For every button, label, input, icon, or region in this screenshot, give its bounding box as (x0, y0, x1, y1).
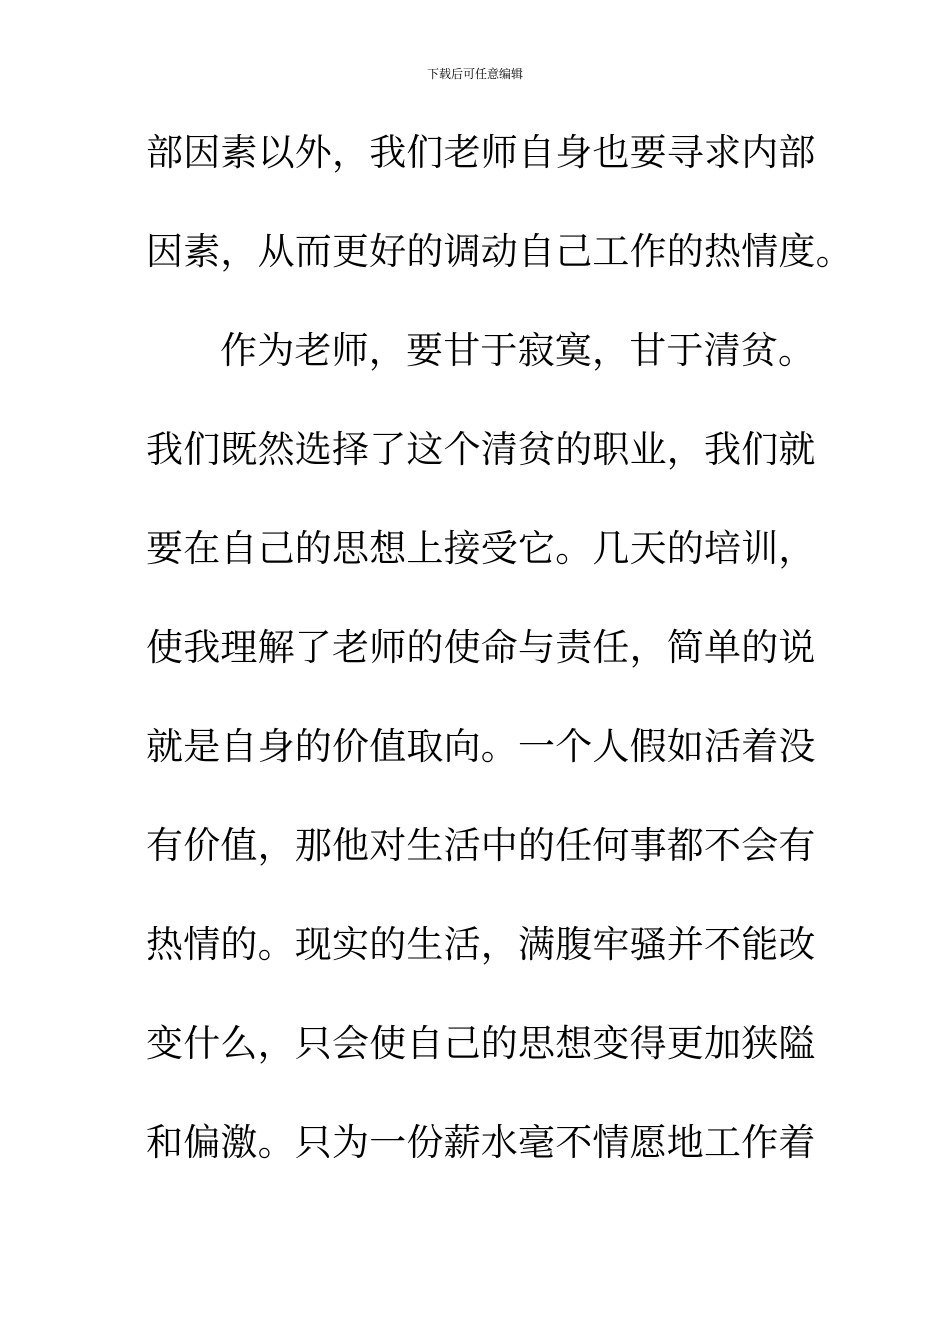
text-line-5: 要在自己的思想上接受它。几天的培训， (146, 527, 816, 570)
text-line-1: 部因素以外，我们老师自身也要寻求内部 (146, 131, 816, 174)
page-header: 下载后可任意编辑 (426, 67, 523, 81)
text-line-3-paragraph-start: 作为老师，要甘于寂寞，甘于清贫。 (220, 329, 816, 372)
text-line-11: 和偏激。只为一份薪水毫不情愿地工作着 (146, 1121, 816, 1164)
text-line-10: 变什么，只会使自己的思想变得更加狭隘 (146, 1022, 816, 1065)
text-line-8: 有价值，那他对生活中的任何事都不会有 (146, 824, 816, 867)
text-line-9: 热情的。现实的生活，满腹牢骚并不能改 (146, 923, 816, 966)
text-line-6: 使我理解了老师的使命与责任，简单的说 (146, 626, 816, 669)
text-line-4: 我们既然选择了这个清贫的职业，我们就 (146, 428, 816, 471)
text-line-2: 因素，从而更好的调动自己工作的热情度。 (146, 230, 853, 273)
text-line-7: 就是自身的价值取向。一个人假如活着没 (146, 725, 816, 768)
document-body (146, 124, 853, 1213)
